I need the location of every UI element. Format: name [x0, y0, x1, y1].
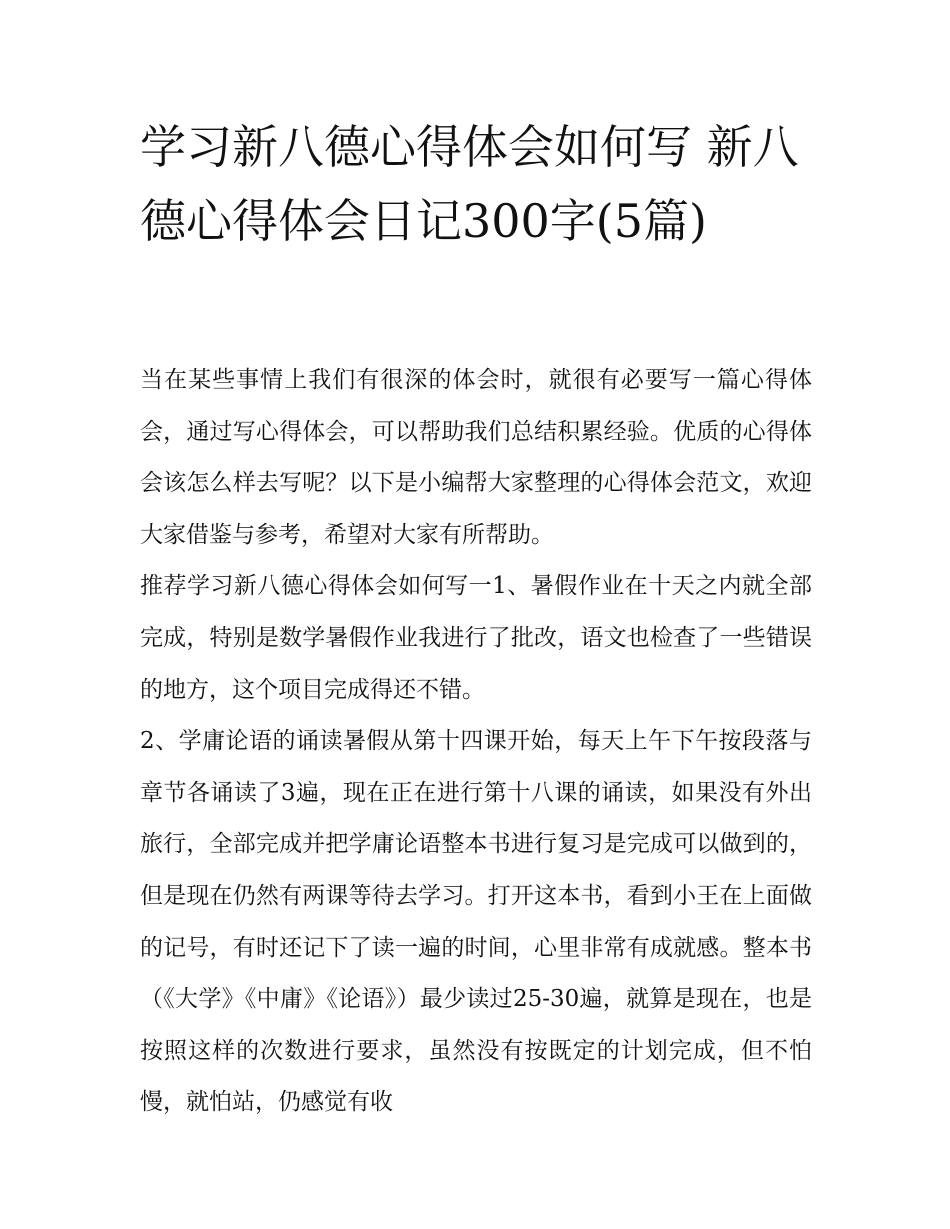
document-body — [140, 355, 812, 1129]
paragraph-intro: 当在某些事情上我们有很深的体会时，就很有必要写一篇心得体会，通过写心得体会，可以帮助我们总结积累经验。优质的心得体会该怎么样去写呢？以下是小编帮大家整理的心得体会范文，欢迎大家借鉴与参考，希望对大家有所帮助。 — [140, 367, 812, 548]
paragraph-item-1: 推荐学习新八德心得体会如何写一1、暑假作业在十天之内就全部完成，特别是数学暑假作业我进行了批改，语文也检查了一些错误的地方，这个项目完成得还不错。 — [140, 573, 812, 703]
document-title: 学习新八德心得体会如何写 新八德心得体会日记300字(5篇) — [140, 120, 799, 248]
paragraph-item-2: 2、学庸论语的诵读暑假从第十四课开始，每天上午下午按段落与章节各诵读了3遍，现在正在进行第十八课的诵读，如果没有外出旅行，全部完成并把学庸论语整本书进行复习是完成可以做到的，但是现在仍然有两课等待去学习。打开这本书，看到小王在上面做的记号，有时还记下了读一遍的时间，心里非常有成就感。整本书（《大学》《中庸》《论语》）最少读过25-30遍，就算是现在，也是按照这样的次数进行要求，虽然没有按既定的计划完成，但不怕慢，就怕站，仍感觉有收 — [140, 728, 812, 1116]
